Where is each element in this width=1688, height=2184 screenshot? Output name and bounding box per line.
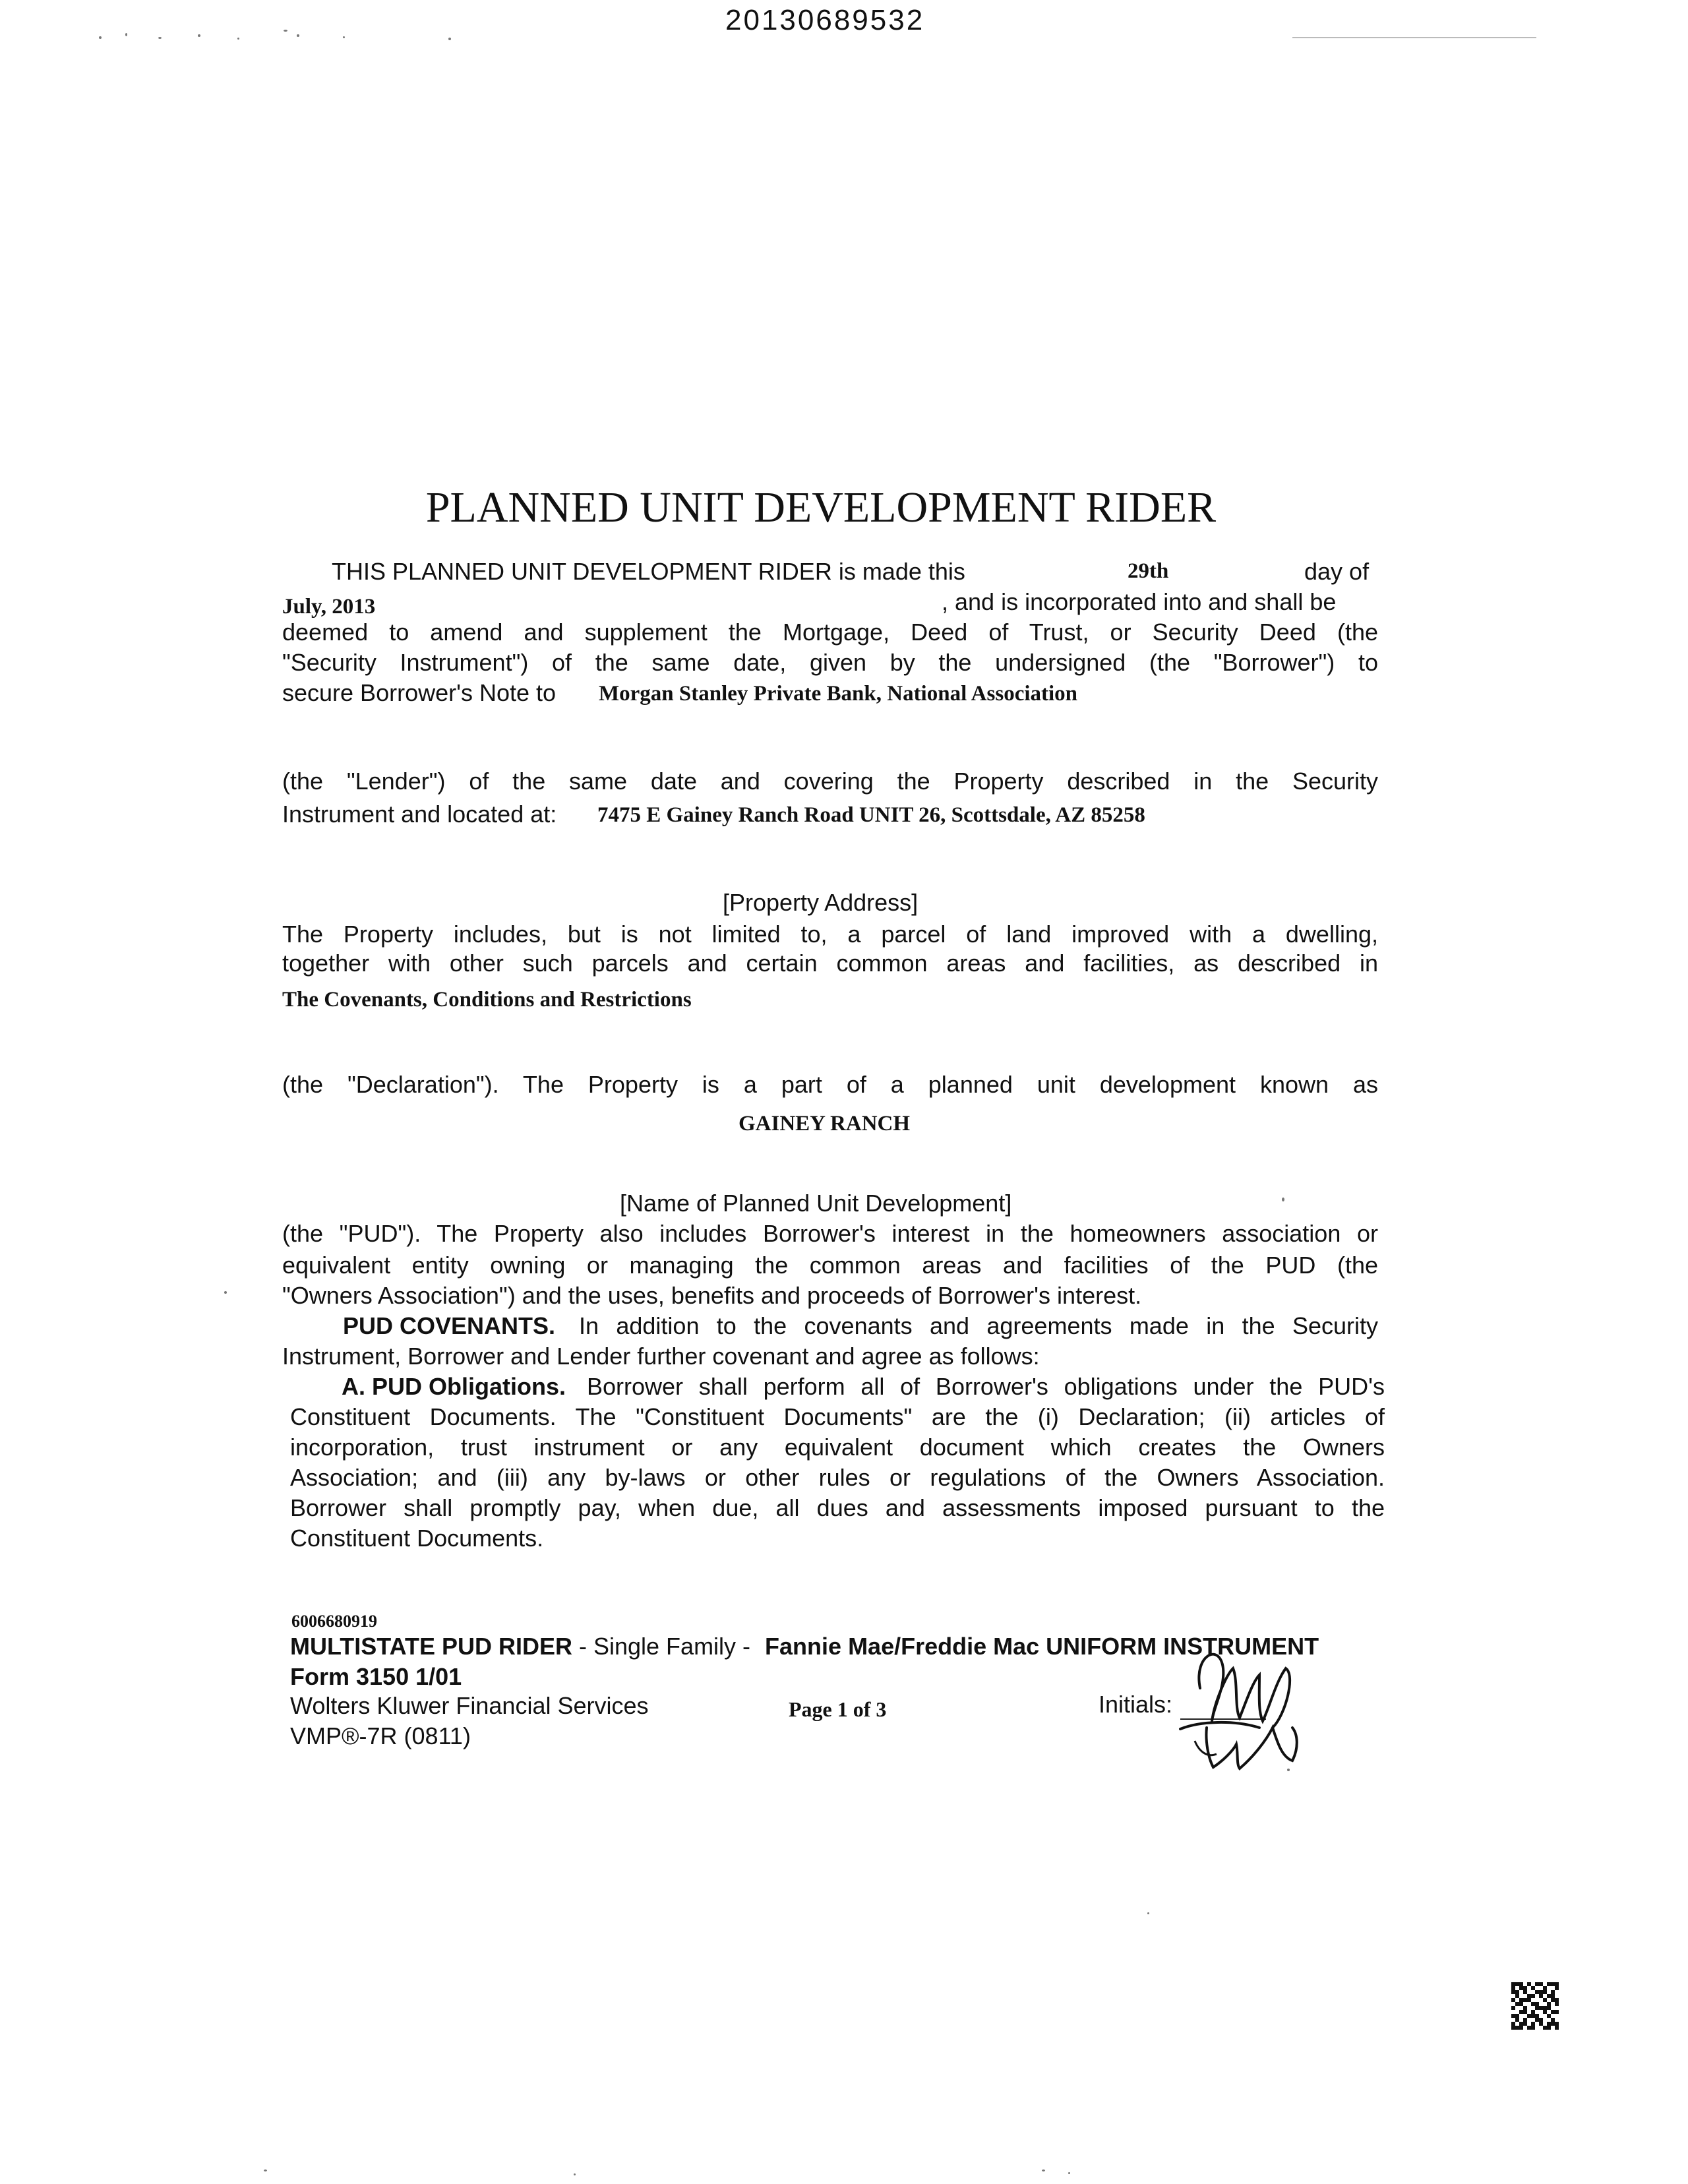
- pud-line-1: (the "Declaration"). The Property is a part of a planned unit development known as: [282, 1071, 1378, 1098]
- covenants-line-2: Instrument, Borrower and Lender further covenant and agree as follows:: [282, 1343, 1040, 1370]
- pud-line-2: (the "PUD"). The Property also includes Borrower's interest in the homeowners association or: [282, 1220, 1378, 1247]
- lender-name: Morgan Stanley Private Bank, National Association: [599, 682, 1078, 706]
- vmp-code: VMP®-7R (0811): [290, 1722, 471, 1749]
- obligations-heading: A. PUD Obligations.: [342, 1373, 566, 1400]
- pud-name: GAINEY RANCH: [738, 1112, 911, 1136]
- intro-line-2: , and is incorporated into and shall be: [942, 588, 1337, 615]
- obligations-line-3: incorporation, trust instrument or any equivalent document which creates the Owners: [290, 1434, 1385, 1461]
- form-number: Form 3150 1/01: [290, 1663, 462, 1690]
- covenants-line-1: In addition to the covenants and agreements made in the Security: [579, 1312, 1378, 1339]
- obligations-line-2: Constituent Documents. The "Constituent Documents" are the (i) Declaration; (ii) articles of: [290, 1403, 1385, 1430]
- pud-line-4: "Owners Association") and the uses, benefits and proceeds of Borrower's interest.: [282, 1282, 1142, 1309]
- rider-day: 29th: [1128, 559, 1169, 583]
- scan-speck: [1282, 1198, 1284, 1201]
- initials-label: Initials:: [1099, 1691, 1173, 1718]
- property-address: 7475 E Gainey Ranch Road UNIT 26, Scottsdale, AZ 85258: [597, 803, 1145, 827]
- declaration-name: The Covenants, Conditions and Restrictions: [282, 988, 692, 1012]
- intro-line-1: THIS PLANNED UNIT DEVELOPMENT RIDER is made this: [332, 558, 965, 585]
- pud-name-caption: [Name of Planned Unit Development]: [620, 1190, 1012, 1217]
- obligations-line-5: Borrower shall promptly pay, when due, all dues and assessments imposed pursuant to the: [290, 1494, 1385, 1521]
- intro-line-4: "Security Instrument") of the same date, given by the undersigned (the "Borrower") to: [282, 649, 1378, 676]
- loan-number: 6006680919: [291, 1612, 377, 1631]
- form-title: MULTISTATE PUD RIDER: [290, 1633, 572, 1660]
- intro-line-3: deemed to amend and supplement the Mortgage, Deed of Trust, or Security Deed (the: [282, 619, 1378, 646]
- day-of-label: day of: [1304, 558, 1370, 585]
- lender-line-2: Instrument and located at:: [282, 801, 557, 828]
- page-number: Page 1 of 3: [789, 1697, 887, 1721]
- handwritten-initials: [1160, 1629, 1319, 1787]
- uniform-instrument: Fannie Mae/Freddie Mac UNIFORM INSTRUMENT: [765, 1633, 1319, 1660]
- lender-line-1: (the "Lender") of the same date and covering the Property described in the Security: [282, 768, 1378, 795]
- pud-line-3: equivalent entity owning or managing the common areas and facilities of the PUD (the: [282, 1252, 1378, 1279]
- covenants-heading: PUD COVENANTS.: [343, 1312, 556, 1339]
- property-line-2: together with other such parcels and certain common areas and facilities, as described in: [282, 950, 1378, 977]
- intro-line-5: secure Borrower's Note to: [282, 679, 557, 706]
- rider-month-year: July, 2013: [282, 595, 376, 619]
- obligations-line-4: Association; and (iii) any by-laws or other rules or regulations of the Owners Association.: [290, 1464, 1385, 1491]
- obligations-line-6: Constituent Documents.: [290, 1525, 544, 1552]
- property-address-caption: [Property Address]: [723, 889, 919, 916]
- form-type: - Single Family -: [572, 1633, 758, 1660]
- recording-number: 20130689532: [725, 4, 925, 36]
- property-line-1: The Property includes, but is not limited to, a parcel of land improved with a dwelling,: [282, 921, 1378, 948]
- obligations-line-1: Borrower shall perform all of Borrower's obligations under the PUD's: [587, 1373, 1385, 1400]
- publisher: Wolters Kluwer Financial Services: [290, 1692, 649, 1719]
- document-title: PLANNED UNIT DEVELOPMENT RIDER: [425, 483, 1217, 531]
- qr-code: [1511, 1982, 1559, 2030]
